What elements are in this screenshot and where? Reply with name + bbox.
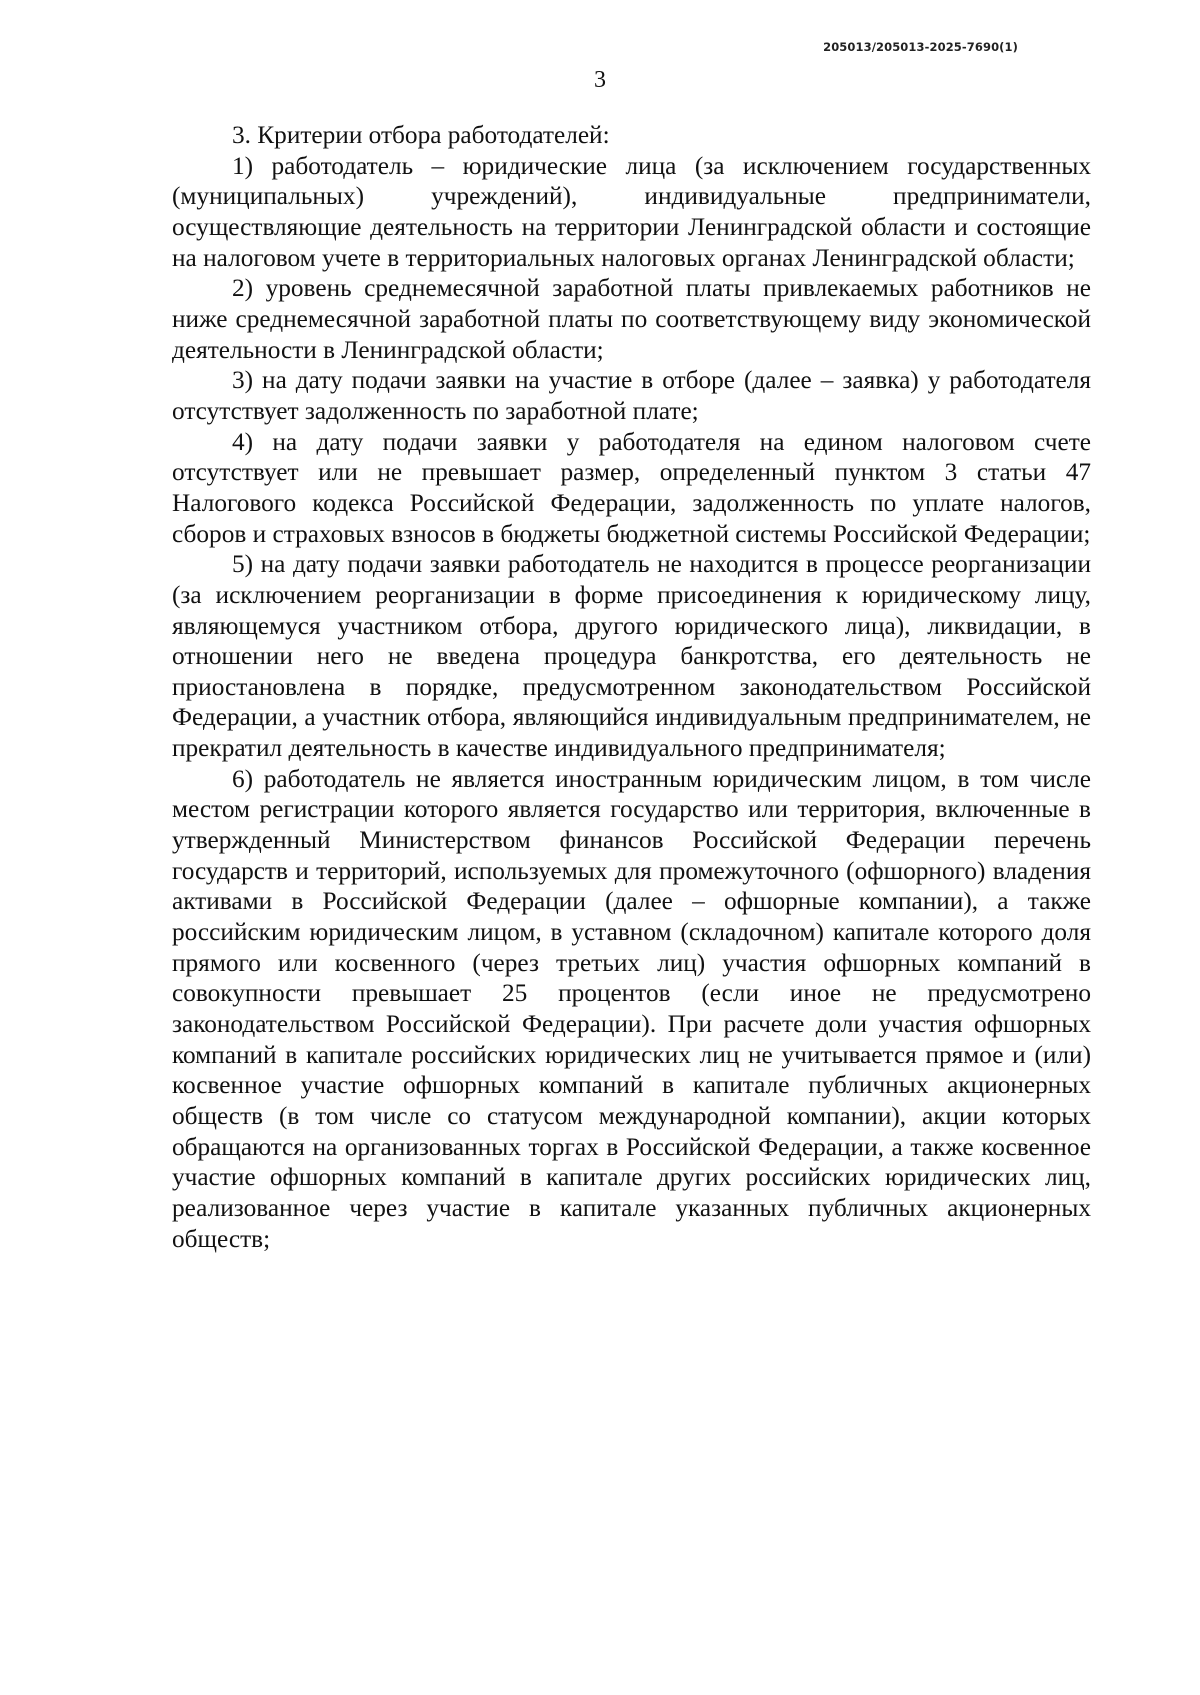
criterion-1-paragraph: 1) работодатель – юридические лица (за исключением государственных (муниципальных) учреждений), индивидуальные предприниматели, осуществляющие деятельность на территории Ленинградской области и состоящие на налоговом учете в территориальных налоговых органах Ленинградской области; (172, 151, 1091, 272)
document-id: 205013/205013-2025-7690(1) (823, 40, 1018, 54)
criterion-3-paragraph: 3) на дату подачи заявки на участие в отборе (далее – заявка) у работодателя отсутствует задолженность по заработной плате; (172, 366, 1091, 425)
section-heading-criteria: 3. Критерии отбора работодателей: (232, 121, 610, 149)
criterion-6-paragraph: 6) работодатель не является иностранным юридическим лицом, в том числе местом регистрации которого является государство или территория, включенные в утвержденный Министерством финансов Российской Федерации перечень государств и территорий, используемых для промежуточного (офшорного) владения активами в Российской Федерации (далее – офшорные компании), а также российским юридическим лицом, в уставном (складочном) капитале которого доля прямого или косвенного (через третьих лиц) участия офшорных компаний в совокупности превышает 25 процентов (если иное не предусмотрено законодательством Российской Федерации). При расчете доли участия офшорных компаний в капитале российских юридических лиц не учитывается прямое и (или) косвенное участие офшорных компаний в капитале публичных акционерных обществ (в том числе со статусом международной компании), акции которых обращаются на организованных торгах в Российской Федерации, а также косвенное участие офшорных компаний в капитале других российских юридических лиц, реализованное через участие в капитале указанных публичных акционерных обществ; (172, 764, 1091, 1253)
document-body (172, 120, 1091, 1254)
criterion-2-paragraph: 2) уровень среднемесячной заработной платы привлекаемых работников не ниже среднемесячной заработной платы по соответствующему виду экономической деятельности в Ленинградской области; (172, 274, 1091, 364)
criterion-5-paragraph: 5) на дату подачи заявки работодатель не находится в процессе реорганизации (за исключением реорганизации в форме присоединения к юридическому лицу, являющемуся участником отбора, другого юридического лица), ликвидации, в отношении него не введена процедура банкротства, его деятельность не приостановлена в порядке, предусмотренном законодательством Российской Федерации, а участник отбора, являющийся индивидуальным предпринимателем, не прекратил деятельность в качестве индивидуального предпринимателя; (172, 550, 1091, 763)
criterion-4-paragraph: 4) на дату подачи заявки у работодателя на едином налоговом счете отсутствует или не превышает размер, определенный пунктом 3 статьи 47 Налогового кодекса Российской Федерации, задолженность по уплате налогов, сборов и страховых взносов в бюджеты бюджетной системы Российской Федерации; (172, 427, 1091, 548)
page-number: 3 (594, 67, 606, 93)
